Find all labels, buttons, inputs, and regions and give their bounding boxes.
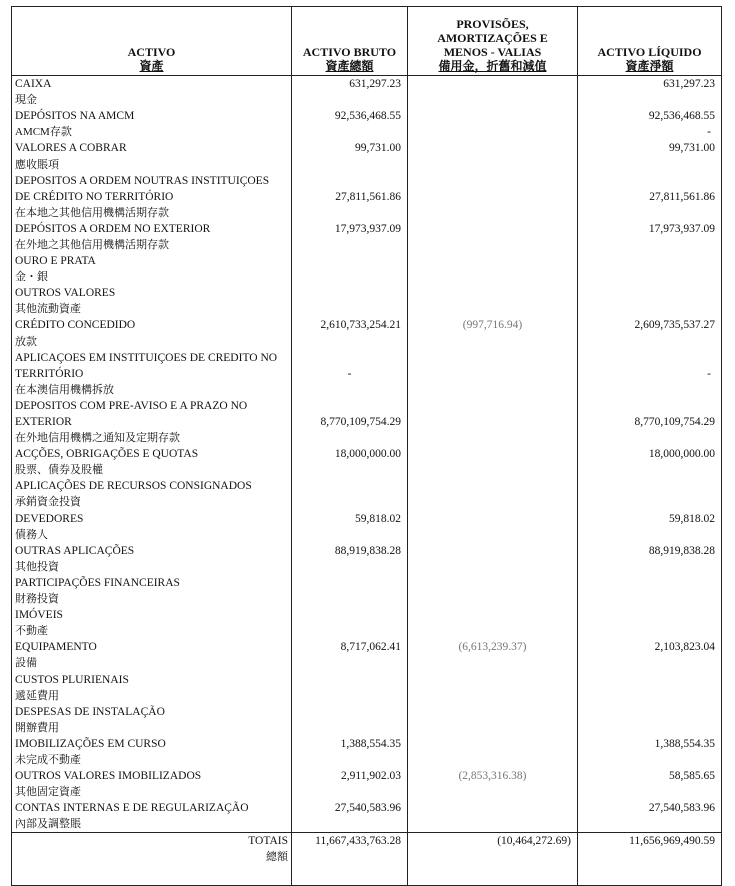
row-provisoes xyxy=(408,446,578,462)
row-provisoes xyxy=(408,414,578,430)
row-bruto xyxy=(292,527,408,543)
row-bruto xyxy=(292,156,408,172)
row-bruto xyxy=(292,591,408,607)
row-bruto xyxy=(292,430,408,446)
row-label: APLICAÇOES EM INSTITUIÇOES DE CREDITO NO xyxy=(12,350,292,366)
row-liquido xyxy=(578,350,722,366)
row-bruto xyxy=(292,334,408,350)
row-provisoes xyxy=(408,607,578,623)
row-provisoes xyxy=(408,173,578,189)
row-liquido: 58,585.65 xyxy=(578,768,722,784)
row-liquido: 99,731.00 xyxy=(578,140,722,156)
row-bruto xyxy=(292,688,408,704)
table-row xyxy=(12,816,722,833)
row-bruto xyxy=(292,575,408,591)
row-provisoes xyxy=(408,285,578,301)
table-bottom xyxy=(12,865,722,886)
row-liquido xyxy=(578,494,722,510)
row-liquido xyxy=(578,253,722,269)
row-provisoes xyxy=(408,366,578,382)
row-liquido xyxy=(578,671,722,687)
totals-zh-row xyxy=(12,849,722,865)
balance-sheet xyxy=(11,6,721,876)
row-label: AMCM存款 xyxy=(12,124,292,140)
table-row xyxy=(12,237,722,253)
row-provisoes xyxy=(408,494,578,510)
table-row xyxy=(12,655,722,671)
table-row xyxy=(12,301,722,317)
row-label: 在本地之其他信用機構活期存款 xyxy=(12,205,292,221)
row-label: TERRITÓRIO xyxy=(12,366,292,382)
table-row xyxy=(12,253,722,269)
table-row xyxy=(12,92,722,108)
row-provisoes xyxy=(408,350,578,366)
row-provisoes xyxy=(408,189,578,205)
header-bruto xyxy=(292,7,408,76)
row-label: DEPÓSITOS NA AMCM xyxy=(12,108,292,124)
row-bruto: 27,811,561.86 xyxy=(292,189,408,205)
table-row xyxy=(12,76,722,93)
row-provisoes xyxy=(408,382,578,398)
row-label: 未完成不動產 xyxy=(12,752,292,768)
table-row xyxy=(12,478,722,494)
row-bruto xyxy=(292,784,408,800)
row-label: 在本澳信用機構拆放 xyxy=(12,382,292,398)
row-provisoes xyxy=(408,140,578,156)
row-liquido xyxy=(578,205,722,221)
row-provisoes xyxy=(408,816,578,833)
table-row xyxy=(12,140,722,156)
table-row xyxy=(12,639,722,655)
row-provisoes xyxy=(408,559,578,575)
table-row xyxy=(12,800,722,816)
row-label: DEPOSITOS A ORDEM NOUTRAS INSTITUIÇOES xyxy=(12,173,292,189)
table-row xyxy=(12,671,722,687)
row-provisoes xyxy=(408,430,578,446)
row-provisoes xyxy=(408,591,578,607)
row-liquido xyxy=(578,655,722,671)
row-provisoes xyxy=(408,237,578,253)
totals-provisoes: (10,464,272.69) xyxy=(408,833,578,850)
row-liquido xyxy=(578,784,722,800)
table-row xyxy=(12,317,722,333)
row-provisoes xyxy=(408,269,578,285)
row-provisoes xyxy=(408,76,578,93)
header-liquido xyxy=(578,7,722,76)
row-liquido: 27,540,583.96 xyxy=(578,800,722,816)
table-row xyxy=(12,511,722,527)
row-bruto: 18,000,000.00 xyxy=(292,446,408,462)
row-label: 債務人 xyxy=(12,527,292,543)
row-liquido: 2,103,823.04 xyxy=(578,639,722,655)
row-bruto: 99,731.00 xyxy=(292,140,408,156)
row-provisoes xyxy=(408,253,578,269)
row-liquido xyxy=(578,752,722,768)
row-provisoes xyxy=(408,655,578,671)
row-liquido xyxy=(578,559,722,575)
table-row xyxy=(12,108,722,124)
row-label: 在外地信用機構之通知及定期存款 xyxy=(12,430,292,446)
table-row xyxy=(12,768,722,784)
row-bruto: 92,536,468.55 xyxy=(292,108,408,124)
row-label: DEPÓSITOS A ORDEM NO EXTERIOR xyxy=(12,221,292,237)
table-row xyxy=(12,205,722,221)
row-liquido: 17,973,937.09 xyxy=(578,221,722,237)
table-row xyxy=(12,607,722,623)
row-liquido xyxy=(578,623,722,639)
row-label: CUSTOS PLURIENAIS xyxy=(12,671,292,687)
row-bruto xyxy=(292,285,408,301)
row-liquido xyxy=(578,269,722,285)
row-liquido xyxy=(578,607,722,623)
row-liquido: 92,536,468.55 xyxy=(578,108,722,124)
row-bruto xyxy=(292,237,408,253)
header-provisoes xyxy=(408,7,578,76)
table-row xyxy=(12,784,722,800)
row-bruto xyxy=(292,301,408,317)
table-row xyxy=(12,446,722,462)
row-liquido: 2,609,735,537.27 xyxy=(578,317,722,333)
row-liquido xyxy=(578,382,722,398)
row-bruto: 59,818.02 xyxy=(292,511,408,527)
table-row xyxy=(12,575,722,591)
row-provisoes xyxy=(408,398,578,414)
table-row xyxy=(12,559,722,575)
totals-row xyxy=(12,833,722,850)
table-body xyxy=(12,76,722,833)
row-provisoes xyxy=(408,124,578,140)
row-label: IMÓVEIS xyxy=(12,607,292,623)
row-liquido xyxy=(578,334,722,350)
row-provisoes xyxy=(408,800,578,816)
table-row xyxy=(12,189,722,205)
row-label: 開辦費用 xyxy=(12,720,292,736)
row-liquido xyxy=(578,575,722,591)
row-bruto xyxy=(292,205,408,221)
row-provisoes xyxy=(408,688,578,704)
row-label: APLICAÇÕES DE RECURSOS CONSIGNADOS xyxy=(12,478,292,494)
row-liquido xyxy=(578,591,722,607)
row-provisoes xyxy=(408,704,578,720)
header-liquido-zh: 資產淨額 xyxy=(625,59,674,73)
row-liquido xyxy=(578,173,722,189)
row-provisoes xyxy=(408,511,578,527)
row-bruto xyxy=(292,269,408,285)
row-provisoes xyxy=(408,527,578,543)
row-label: 遞延費用 xyxy=(12,688,292,704)
row-liquido: 631,297.23 xyxy=(578,76,722,93)
table-row xyxy=(12,366,722,382)
row-bruto: 8,770,109,754.29 xyxy=(292,414,408,430)
row-bruto: 1,388,554.35 xyxy=(292,736,408,752)
row-bruto xyxy=(292,623,408,639)
row-label: CONTAS INTERNAS E DE REGULARIZAÇÃO xyxy=(12,800,292,816)
header-activo-zh: 資產 xyxy=(139,59,164,73)
row-provisoes xyxy=(408,736,578,752)
row-bruto xyxy=(292,253,408,269)
row-label: EQUIPAMENTO xyxy=(12,639,292,655)
row-label: 在外地之其他信用機構活期存款 xyxy=(12,237,292,253)
row-label: 設備 xyxy=(12,655,292,671)
row-liquido xyxy=(578,237,722,253)
row-label: 股票、債券及股權 xyxy=(12,462,292,478)
table-row xyxy=(12,527,722,543)
row-provisoes xyxy=(408,623,578,639)
row-liquido xyxy=(578,301,722,317)
assets-table xyxy=(11,6,722,886)
row-liquido: - xyxy=(578,124,722,140)
row-provisoes xyxy=(408,752,578,768)
row-label: DEVEDORES xyxy=(12,511,292,527)
table-row xyxy=(12,494,722,510)
row-label: DESPESAS DE INSTALAÇÃO xyxy=(12,704,292,720)
row-bruto: 17,973,937.09 xyxy=(292,221,408,237)
row-label: 財務投資 xyxy=(12,591,292,607)
row-liquido xyxy=(578,285,722,301)
row-label: 其他固定資產 xyxy=(12,784,292,800)
table-row xyxy=(12,285,722,301)
row-provisoes xyxy=(408,92,578,108)
row-provisoes xyxy=(408,334,578,350)
row-label: OUTROS VALORES xyxy=(12,285,292,301)
table-row xyxy=(12,720,722,736)
row-bruto xyxy=(292,494,408,510)
row-bruto xyxy=(292,655,408,671)
table-row xyxy=(12,334,722,350)
row-bruto: 27,540,583.96 xyxy=(292,800,408,816)
header-bruto-zh: 資產總額 xyxy=(325,59,374,73)
row-liquido: 18,000,000.00 xyxy=(578,446,722,462)
totals-label: TOTAIS xyxy=(12,833,292,850)
row-provisoes xyxy=(408,462,578,478)
row-provisoes xyxy=(408,221,578,237)
row-bruto: 2,610,733,254.21 xyxy=(292,317,408,333)
row-bruto xyxy=(292,462,408,478)
header-activo xyxy=(12,7,292,76)
row-liquido xyxy=(578,720,722,736)
table-row xyxy=(12,623,722,639)
totals-label-zh: 總額 xyxy=(12,849,292,865)
row-provisoes xyxy=(408,478,578,494)
row-liquido xyxy=(578,527,722,543)
row-bruto xyxy=(292,398,408,414)
row-provisoes xyxy=(408,156,578,172)
row-label: 承銷資金投資 xyxy=(12,494,292,510)
row-label: 不動產 xyxy=(12,623,292,639)
row-liquido xyxy=(578,92,722,108)
row-label: 應收賬項 xyxy=(12,156,292,172)
row-bruto xyxy=(292,124,408,140)
row-provisoes: (2,853,316.38) xyxy=(408,768,578,784)
row-liquido xyxy=(578,704,722,720)
row-label: IMOBILIZAÇÕES EM CURSO xyxy=(12,736,292,752)
row-label: 現金 xyxy=(12,92,292,108)
row-liquido xyxy=(578,156,722,172)
header-bruto-pt: ACTIVO BRUTO xyxy=(302,45,397,59)
row-bruto: - xyxy=(292,366,408,382)
table-row xyxy=(12,414,722,430)
table-row xyxy=(12,156,722,172)
row-bruto: 88,919,838.28 xyxy=(292,543,408,559)
row-label: CRÉDITO CONCEDIDO xyxy=(12,317,292,333)
row-liquido xyxy=(578,430,722,446)
row-liquido: 88,919,838.28 xyxy=(578,543,722,559)
row-label: DEPOSITOS COM PRE-AVISO E A PRAZO NO xyxy=(12,398,292,414)
row-label: EXTERIOR xyxy=(12,414,292,430)
row-liquido xyxy=(578,816,722,833)
row-bruto: 631,297.23 xyxy=(292,76,408,93)
row-bruto xyxy=(292,173,408,189)
table-row xyxy=(12,752,722,768)
row-label: VALORES A COBRAR xyxy=(12,140,292,156)
row-liquido xyxy=(578,462,722,478)
table-row xyxy=(12,462,722,478)
row-bruto xyxy=(292,92,408,108)
row-provisoes xyxy=(408,671,578,687)
table-row xyxy=(12,688,722,704)
row-liquido xyxy=(578,478,722,494)
row-provisoes xyxy=(408,205,578,221)
row-provisoes xyxy=(408,575,578,591)
row-bruto xyxy=(292,704,408,720)
row-bruto xyxy=(292,382,408,398)
table-row xyxy=(12,350,722,366)
row-liquido: 1,388,554.35 xyxy=(578,736,722,752)
row-bruto xyxy=(292,350,408,366)
header-prov-line2: AMORTIZAÇÕES E xyxy=(437,31,548,45)
row-provisoes xyxy=(408,543,578,559)
table-row xyxy=(12,736,722,752)
row-provisoes xyxy=(408,720,578,736)
header-prov-line3: MENOS - VALIAS xyxy=(443,45,542,59)
row-bruto xyxy=(292,607,408,623)
row-liquido: 59,818.02 xyxy=(578,511,722,527)
table-row xyxy=(12,173,722,189)
row-label: 放款 xyxy=(12,334,292,350)
table-row xyxy=(12,382,722,398)
row-provisoes: (6,613,239.37) xyxy=(408,639,578,655)
totals-liquido: 11,656,969,490.59 xyxy=(578,833,722,850)
row-label: 內部及調整賬 xyxy=(12,816,292,833)
row-bruto xyxy=(292,752,408,768)
table-row xyxy=(12,430,722,446)
row-label: OURO E PRATA xyxy=(12,253,292,269)
row-liquido xyxy=(578,688,722,704)
row-provisoes: (997,716.94) xyxy=(408,317,578,333)
row-bruto xyxy=(292,559,408,575)
row-liquido: 27,811,561.86 xyxy=(578,189,722,205)
row-provisoes xyxy=(408,301,578,317)
row-bruto xyxy=(292,478,408,494)
row-label: DE CRÉDITO NO TERRITÓRIO xyxy=(12,189,292,205)
table-row xyxy=(12,221,722,237)
row-label: ACÇÕES, OBRIGAÇÕES E QUOTAS xyxy=(12,446,292,462)
row-bruto xyxy=(292,720,408,736)
row-bruto xyxy=(292,816,408,833)
header-prov-line1: PROVISÕES, xyxy=(456,17,529,31)
row-bruto: 8,717,062.41 xyxy=(292,639,408,655)
row-bruto xyxy=(292,671,408,687)
table-row xyxy=(12,591,722,607)
row-liquido xyxy=(578,398,722,414)
totals-bruto: 11,667,433,763.28 xyxy=(292,833,408,850)
row-label: OUTROS VALORES IMOBILIZADOS xyxy=(12,768,292,784)
row-bruto: 2,911,902.03 xyxy=(292,768,408,784)
table-row xyxy=(12,124,722,140)
row-label: CAIXA xyxy=(12,76,292,93)
row-label: 金・銀 xyxy=(12,269,292,285)
table-row xyxy=(12,704,722,720)
header-prov-zh: 備用金，折舊和減值 xyxy=(438,59,547,73)
row-liquido: - xyxy=(578,366,722,382)
table-row xyxy=(12,269,722,285)
row-liquido: 8,770,109,754.29 xyxy=(578,414,722,430)
row-label: PARTICIPAÇÕES FINANCEIRAS xyxy=(12,575,292,591)
header-liquido-pt: ACTIVO LÍQUIDO xyxy=(597,45,702,59)
table-row xyxy=(12,398,722,414)
row-provisoes xyxy=(408,784,578,800)
row-provisoes xyxy=(408,108,578,124)
table-row xyxy=(12,543,722,559)
row-label: 其他投資 xyxy=(12,559,292,575)
row-label: OUTRAS APLICAÇÕES xyxy=(12,543,292,559)
header-activo-pt: ACTIVO xyxy=(127,45,176,59)
row-label: 其他流動資產 xyxy=(12,301,292,317)
header-row xyxy=(12,7,722,76)
